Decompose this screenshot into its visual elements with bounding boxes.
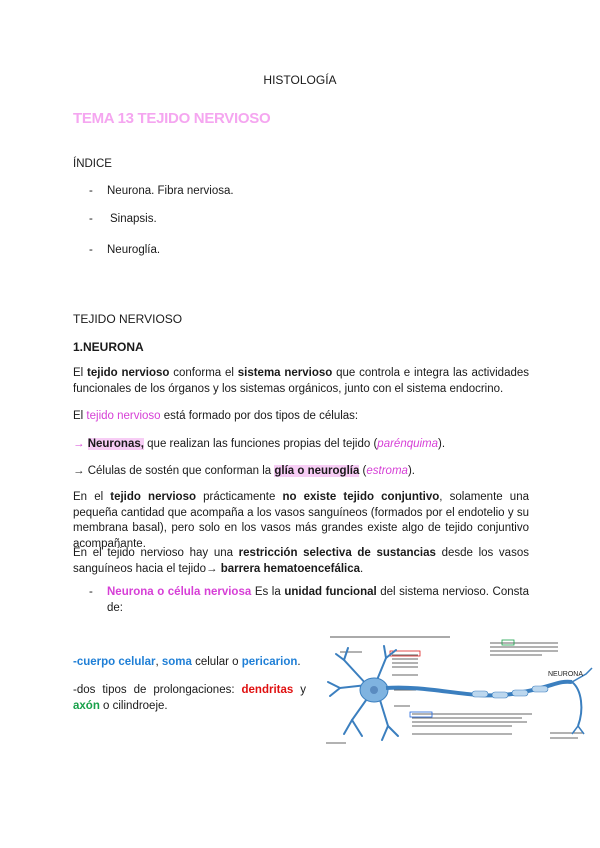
paragraph-1: El tejido nervioso conforma el sistema nervioso que controla e integra las actividades funcionales de los órganos y los sistemas orgánicos, junto con el sistema endocrino.	[73, 367, 530, 395]
neuron-illustration	[322, 630, 594, 748]
indice-heading: ÍNDICE	[73, 158, 112, 170]
indice-item-1	[89, 184, 234, 200]
paragraph-4: → Células de sostén que conforman la glía o neuroglía (estroma).	[73, 465, 415, 477]
paragraph-7: Neurona o célula nerviosa Es la unidad funcional del sistema nervioso. Consta de:	[107, 586, 529, 614]
document-header: HISTOLOGÍA	[263, 73, 337, 87]
paragraph-8: -cuerpo celular, soma celular o pericarion.	[73, 656, 301, 668]
neurona-bullet: -	[89, 586, 93, 598]
paragraph-5: En el tejido nervioso prácticamente no existe tejido conjuntivo, solamente una pequeña cantidad que acompaña a los vasos sanguíneos (formados por el endotelio y su membrana basal), pero solo en los vasos más grandes existe algo de tejido conjuntivo acompañante.	[73, 491, 529, 550]
indice-bullet: -	[89, 244, 93, 256]
indice-bullet: -	[89, 213, 93, 225]
neuron-diagram	[322, 630, 594, 748]
indice-text: Neurona. Fibra nerviosa.	[107, 185, 234, 197]
section-heading: TEJIDO NERVIOSO	[73, 312, 183, 326]
neurona-figure-label: NEURONA	[548, 671, 584, 678]
paragraph-3: → Neuronas, que realizan las funciones propias del tejido (parénquima).	[73, 438, 446, 450]
indice-item-2	[89, 212, 157, 228]
indice-bullet: -	[89, 185, 93, 197]
subsection-heading: 1.NEURONA	[73, 340, 144, 354]
indice-text: Sinapsis.	[110, 213, 157, 225]
tema-title: TEMA 13 TEJIDO NERVIOSO	[73, 110, 271, 127]
paragraph-6: En el tejido nervioso hay una restricción selectiva de sustancias desde los vasos sanguíneos hacia el tejido→ barrera hematoencefálica.	[73, 547, 529, 575]
paragraph-2: El tejido nervioso está formado por dos tipos de células:	[73, 410, 359, 422]
indice-text: Neuroglía.	[107, 244, 161, 256]
paragraph-9: -dos tipos de prolongaciones: dendritas y axón o cilindroeje.	[73, 684, 306, 712]
indice-item-3	[89, 243, 161, 259]
